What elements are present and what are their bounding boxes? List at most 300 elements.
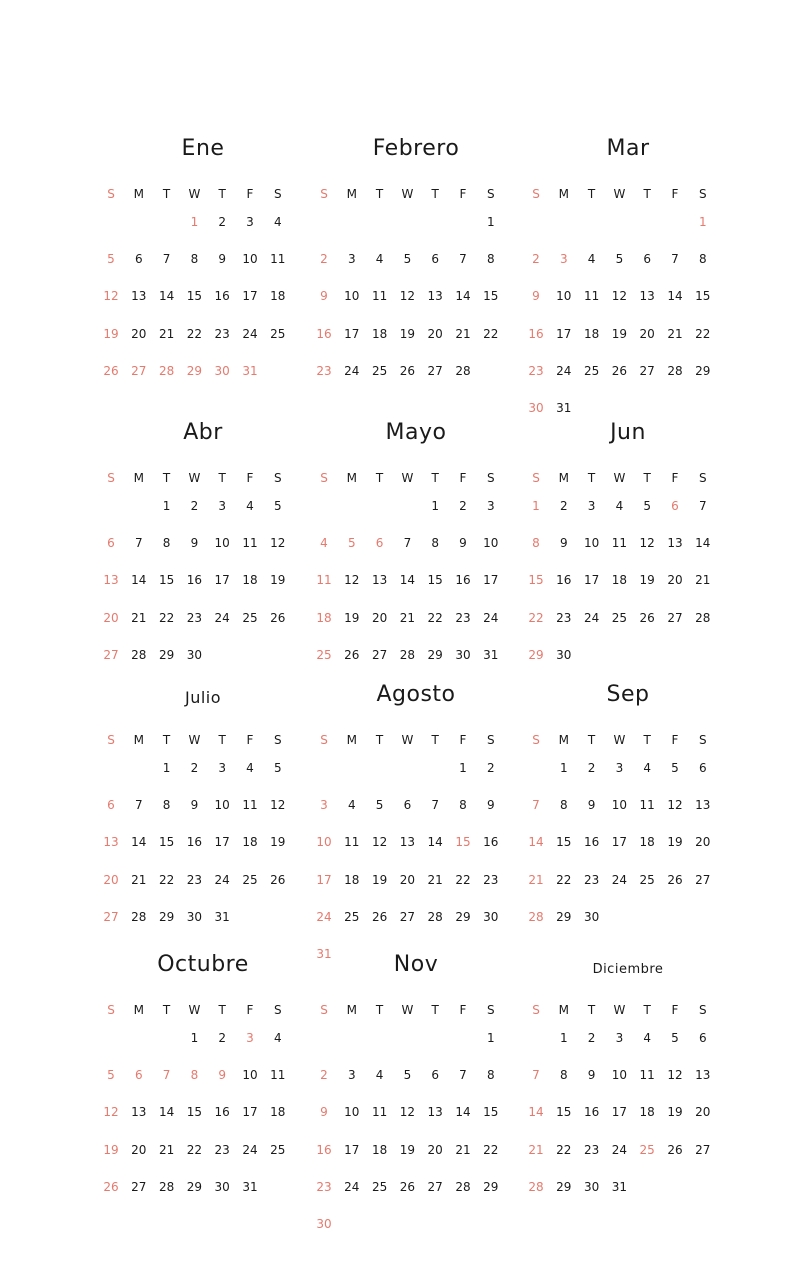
calendar-day: 9 xyxy=(587,1068,596,1083)
calendar-day: 15 xyxy=(695,289,711,304)
calendar-day: 19 xyxy=(399,1142,416,1157)
weekday-label: W xyxy=(613,187,626,201)
weekday-label: M xyxy=(346,733,357,747)
calendar-day: 31 xyxy=(611,1179,628,1194)
calendar-day: 24 xyxy=(214,872,230,887)
weekday-label: T xyxy=(162,187,171,201)
weekday-label: S xyxy=(107,187,115,201)
calendar-day: 30 xyxy=(214,363,230,378)
month-title: Sep xyxy=(606,682,650,707)
calendar-day: 17 xyxy=(583,573,600,588)
calendar-day: 11 xyxy=(270,1068,286,1083)
calendar-day: 13 xyxy=(667,536,683,551)
weekday-label: S xyxy=(273,471,282,485)
calendar-day: 18 xyxy=(583,326,600,341)
calendar-day: 26 xyxy=(667,1142,683,1157)
calendar-day: 23 xyxy=(528,363,544,378)
calendar-day: 10 xyxy=(556,289,572,304)
calendar-day: 2 xyxy=(587,761,596,775)
calendar-day: 6 xyxy=(403,798,412,813)
calendar-day: 15 xyxy=(483,1105,499,1120)
calendar-day: 16 xyxy=(186,835,203,850)
weekday-label: F xyxy=(246,187,254,201)
calendar-day: 9 xyxy=(190,798,199,813)
calendar-day: 16 xyxy=(583,835,600,850)
calendar-day: 27 xyxy=(131,1179,147,1194)
calendar-day: 3 xyxy=(218,761,226,775)
calendar-day: 10 xyxy=(214,798,230,813)
calendar-day: 4 xyxy=(246,761,254,775)
calendar-day: 13 xyxy=(427,289,443,304)
weekday-label: M xyxy=(133,187,144,201)
calendar-day: 4 xyxy=(587,252,596,267)
calendar-day: 7 xyxy=(134,798,143,813)
weekday-label: W xyxy=(188,1003,201,1017)
calendar-day: 22 xyxy=(556,872,572,887)
calendar-day: 19 xyxy=(270,573,286,588)
weekday-label: S xyxy=(273,187,282,201)
calendar-day: 5 xyxy=(671,1031,679,1045)
weekday-label: S xyxy=(486,1003,495,1017)
calendar-day: 29 xyxy=(158,647,175,662)
weekday-label: S xyxy=(273,1003,282,1017)
calendar-day: 9 xyxy=(218,252,226,267)
calendar-day: 15 xyxy=(158,835,175,850)
calendar-day: 16 xyxy=(186,573,203,588)
calendar-day: 6 xyxy=(671,499,679,513)
calendar-day: 28 xyxy=(455,363,471,378)
calendar-day: 6 xyxy=(375,536,384,551)
calendar-day: 18 xyxy=(316,610,332,625)
calendar-day: 3 xyxy=(246,215,254,229)
weekday-label: T xyxy=(375,1003,384,1017)
calendar-day: 1 xyxy=(559,761,568,775)
calendar-day: 29 xyxy=(186,1179,203,1194)
weekday-label: T xyxy=(375,733,384,747)
calendar-day: 27 xyxy=(399,909,416,924)
calendar-day: 3 xyxy=(486,499,495,513)
weekday-label: S xyxy=(698,187,707,201)
calendar-day: 13 xyxy=(399,835,416,850)
calendar-day: 17 xyxy=(483,573,499,588)
weekday-label: M xyxy=(133,471,144,485)
weekday-label: S xyxy=(107,733,115,747)
calendar-day: 19 xyxy=(399,326,416,341)
weekday-label: W xyxy=(613,471,626,485)
calendar-day: 6 xyxy=(134,252,143,267)
calendar-day: 12 xyxy=(103,289,119,304)
calendar-day: 2 xyxy=(190,761,199,775)
weekday-label: F xyxy=(671,1003,679,1017)
calendar-day: 15 xyxy=(158,573,175,588)
calendar-day: 18 xyxy=(270,289,286,304)
calendar-day: 2 xyxy=(320,1068,328,1083)
calendar-day: 5 xyxy=(671,761,679,775)
calendar-day: 15 xyxy=(528,573,544,588)
weekday-label: T xyxy=(643,1003,651,1017)
calendar-day: 25 xyxy=(583,363,600,378)
weekday-label: T xyxy=(643,187,651,201)
calendar-day: 16 xyxy=(455,573,471,588)
weekday-label: T xyxy=(643,471,651,485)
calendar-day: 24 xyxy=(214,610,230,625)
weekday-label: S xyxy=(107,1003,115,1017)
weekday-label: T xyxy=(162,733,171,747)
calendar-day: 5 xyxy=(107,1068,115,1083)
calendar-day: 21 xyxy=(695,573,711,588)
calendar-day: 12 xyxy=(344,573,360,588)
calendar-day: 7 xyxy=(532,1068,540,1083)
calendar-day: 7 xyxy=(698,499,707,513)
calendar-day: 3 xyxy=(587,499,596,513)
calendar-day: 26 xyxy=(103,1179,119,1194)
calendar-day: 16 xyxy=(556,573,572,588)
calendar-day: 31 xyxy=(483,647,499,662)
calendar-day: 25 xyxy=(639,1142,655,1157)
calendar-day: 15 xyxy=(186,1105,203,1120)
calendar-day: 3 xyxy=(320,798,328,813)
calendar-day: 10 xyxy=(316,835,332,850)
calendar-day: 25 xyxy=(270,326,286,341)
calendar-day: 22 xyxy=(186,1142,203,1157)
weekday-label: S xyxy=(320,733,328,747)
calendar-day: 18 xyxy=(371,1142,388,1157)
calendar-day: 20 xyxy=(427,1142,443,1157)
calendar-day: 26 xyxy=(103,363,119,378)
calendar-day: 17 xyxy=(611,835,628,850)
calendar-day: 18 xyxy=(611,573,628,588)
calendar-day: 6 xyxy=(107,798,115,813)
calendar-day: 24 xyxy=(556,363,572,378)
calendar-day: 6 xyxy=(643,252,651,267)
weekday-label: T xyxy=(587,1003,596,1017)
calendar-day: 24 xyxy=(242,326,258,341)
calendar-day: 14 xyxy=(667,289,683,304)
calendar-day: 18 xyxy=(242,835,258,850)
calendar-day: 4 xyxy=(643,1031,651,1045)
calendar-day: 28 xyxy=(667,363,683,378)
calendar-day: 7 xyxy=(162,1068,171,1083)
weekday-label: S xyxy=(107,471,115,485)
calendar-day: 13 xyxy=(103,835,119,850)
calendar-day: 5 xyxy=(107,252,115,267)
weekday-label: M xyxy=(558,1003,569,1017)
month-title: Mayo xyxy=(385,420,447,445)
calendar-day: 22 xyxy=(158,872,175,887)
calendar-day: 20 xyxy=(371,610,388,625)
calendar-day: 20 xyxy=(103,610,119,625)
calendar-day: 24 xyxy=(316,909,332,924)
calendar-day: 14 xyxy=(455,289,471,304)
calendar-day: 12 xyxy=(371,835,388,850)
calendar-day: 3 xyxy=(347,252,356,267)
calendar-day: 1 xyxy=(162,761,171,775)
calendar-day: 15 xyxy=(556,1105,572,1120)
weekday-label: S xyxy=(320,1003,328,1017)
calendar-day: 17 xyxy=(556,326,572,341)
calendar-day: 8 xyxy=(190,252,199,267)
weekday-label: T xyxy=(218,471,226,485)
calendar-day: 7 xyxy=(134,536,143,551)
calendar-day: 4 xyxy=(273,1031,282,1045)
calendar-day: 14 xyxy=(695,536,711,551)
calendar-day: 20 xyxy=(399,872,416,887)
calendar-day: 3 xyxy=(246,1031,254,1045)
calendar-day: 27 xyxy=(667,610,683,625)
calendar-day: 14 xyxy=(528,1105,544,1120)
calendar-day: 12 xyxy=(399,1105,416,1120)
calendar-day: 13 xyxy=(639,289,655,304)
weekday-label: M xyxy=(558,471,569,485)
weekday-label: T xyxy=(375,471,384,485)
calendar-day: 22 xyxy=(186,326,203,341)
calendar-day: 28 xyxy=(528,909,544,924)
calendar-day: 21 xyxy=(528,872,544,887)
calendar-day: 16 xyxy=(316,1142,332,1157)
calendar-day: 11 xyxy=(316,573,332,588)
weekday-label: T xyxy=(587,471,596,485)
calendar-day: 26 xyxy=(399,363,416,378)
weekday-label: S xyxy=(486,471,495,485)
calendar-day: 14 xyxy=(455,1105,471,1120)
weekday-label: T xyxy=(643,733,651,747)
calendar-day: 21 xyxy=(131,872,147,887)
calendar-day: 24 xyxy=(242,1142,258,1157)
calendar-day: 21 xyxy=(131,610,147,625)
calendar-day: 24 xyxy=(483,610,499,625)
calendar-day: 24 xyxy=(611,872,628,887)
calendar-day: 13 xyxy=(131,1105,147,1120)
calendar-day: 16 xyxy=(528,326,544,341)
calendar-day: 25 xyxy=(242,610,258,625)
weekday-label: W xyxy=(401,1003,414,1017)
calendar-day: 21 xyxy=(427,872,443,887)
calendar-day: 20 xyxy=(131,326,147,341)
calendar-day: 10 xyxy=(583,536,600,551)
calendar-day: 29 xyxy=(427,647,443,662)
calendar-day: 13 xyxy=(695,1068,711,1083)
calendar-day: 1 xyxy=(459,761,467,775)
calendar-day: 2 xyxy=(559,499,568,513)
calendar-day: 10 xyxy=(242,252,258,267)
calendar-day: 11 xyxy=(242,536,258,551)
calendar-day: 21 xyxy=(667,326,683,341)
calendar-day: 19 xyxy=(667,835,683,850)
calendar-day: 15 xyxy=(483,289,499,304)
calendar-day: 20 xyxy=(695,1105,711,1120)
calendar-day: 26 xyxy=(399,1179,416,1194)
calendar-day: 26 xyxy=(639,610,655,625)
calendar-day: 22 xyxy=(528,610,544,625)
calendar-day: 24 xyxy=(344,1179,360,1194)
calendar-day: 10 xyxy=(344,1105,360,1120)
calendar-day: 4 xyxy=(246,499,254,513)
calendar-day: 30 xyxy=(528,401,544,415)
calendar-day: 17 xyxy=(611,1105,628,1120)
calendar-day: 19 xyxy=(344,610,360,625)
calendar-day: 12 xyxy=(399,289,416,304)
calendar-day: 28 xyxy=(158,363,175,378)
calendar-day: 17 xyxy=(242,1105,258,1120)
calendar-day: 9 xyxy=(532,289,540,304)
calendar-day: 23 xyxy=(316,363,332,378)
calendar-day: 21 xyxy=(158,326,175,341)
calendar-day: 25 xyxy=(316,647,332,662)
calendar-day: 1 xyxy=(190,1031,199,1045)
weekday-label: T xyxy=(431,733,439,747)
calendar-day: 13 xyxy=(427,1105,443,1120)
weekday-label: T xyxy=(431,187,439,201)
calendar-day: 28 xyxy=(427,909,443,924)
weekday-label: W xyxy=(401,733,414,747)
calendar-day: 29 xyxy=(556,909,572,924)
calendar-day: 12 xyxy=(270,798,286,813)
weekday-label: T xyxy=(162,1003,171,1017)
calendar-day: 25 xyxy=(270,1142,286,1157)
calendar-day: 20 xyxy=(103,872,119,887)
calendar-day: 11 xyxy=(371,289,388,304)
weekday-label: S xyxy=(532,733,540,747)
calendar-day: 15 xyxy=(186,289,203,304)
calendar-day: 2 xyxy=(532,252,540,267)
calendar-day: 31 xyxy=(242,1179,258,1194)
calendar-day: 30 xyxy=(186,647,203,662)
calendar-day: 5 xyxy=(403,1068,412,1083)
calendar-day: 8 xyxy=(486,252,495,267)
calendar-day: 1 xyxy=(162,499,171,513)
calendar-day: 28 xyxy=(528,1179,544,1194)
calendar-day: 28 xyxy=(695,610,711,625)
calendar-day: 16 xyxy=(483,835,499,850)
calendar-day: 10 xyxy=(483,536,499,551)
calendar-day: 8 xyxy=(559,1068,568,1083)
weekday-label: T xyxy=(431,1003,439,1017)
calendar-day: 23 xyxy=(483,872,499,887)
calendar-day: 31 xyxy=(242,363,258,378)
calendar-day: 19 xyxy=(270,835,286,850)
calendar-day: 17 xyxy=(344,326,360,341)
calendar-day: 14 xyxy=(131,573,147,588)
calendar-day: 5 xyxy=(615,252,624,267)
calendar-day: 30 xyxy=(483,909,499,924)
calendar-day: 27 xyxy=(639,363,655,378)
weekday-label: T xyxy=(431,471,439,485)
calendar-day: 31 xyxy=(556,401,572,415)
weekday-label: F xyxy=(671,471,679,485)
weekday-label: W xyxy=(188,187,201,201)
calendar-day: 4 xyxy=(643,761,651,775)
calendar-day: 19 xyxy=(103,1142,119,1157)
calendar-day: 9 xyxy=(218,1068,226,1083)
calendar-day: 9 xyxy=(459,536,467,551)
calendar-day: 6 xyxy=(134,1068,143,1083)
calendar-day: 25 xyxy=(639,872,655,887)
month-title: Diciembre xyxy=(592,962,664,977)
calendar-day: 4 xyxy=(320,536,328,551)
calendar-day: 16 xyxy=(316,326,332,341)
weekday-label: F xyxy=(459,1003,467,1017)
calendar-day: 23 xyxy=(316,1179,332,1194)
weekday-label: S xyxy=(698,733,707,747)
calendar-day: 23 xyxy=(186,610,203,625)
calendar-day: 29 xyxy=(455,909,471,924)
month-title: Abr xyxy=(183,420,223,445)
month-title: Febrero xyxy=(372,136,460,161)
calendar-day: 9 xyxy=(486,798,495,813)
weekday-label: F xyxy=(246,1003,254,1017)
calendar-day: 18 xyxy=(270,1105,286,1120)
calendar-day: 25 xyxy=(371,363,388,378)
weekday-label: T xyxy=(218,1003,226,1017)
calendar-day: 27 xyxy=(695,1142,711,1157)
calendar-day: 8 xyxy=(698,252,707,267)
calendar-day: 25 xyxy=(371,1179,388,1194)
weekday-label: M xyxy=(346,1003,357,1017)
weekday-label: M xyxy=(346,471,357,485)
calendar-day: 2 xyxy=(587,1031,596,1045)
calendar-day: 4 xyxy=(615,499,624,513)
calendar-day: 8 xyxy=(459,798,467,813)
calendar-day: 13 xyxy=(103,573,119,588)
calendar-day: 10 xyxy=(611,798,628,813)
calendar-day: 15 xyxy=(455,835,471,850)
calendar-day: 13 xyxy=(695,798,711,813)
calendar-day: 2 xyxy=(218,215,226,229)
weekday-label: T xyxy=(587,733,596,747)
calendar-day: 9 xyxy=(587,798,596,813)
calendar-day: 19 xyxy=(639,573,655,588)
calendar-day: 17 xyxy=(214,573,230,588)
calendar-day: 4 xyxy=(375,1068,384,1083)
month-title: Octubre xyxy=(157,952,249,977)
weekday-label: S xyxy=(273,733,282,747)
calendar-day: 21 xyxy=(455,326,471,341)
calendar-day: 12 xyxy=(103,1105,119,1120)
weekday-label: W xyxy=(188,733,201,747)
calendar-day: 8 xyxy=(559,798,568,813)
calendar-day: 27 xyxy=(103,909,119,924)
calendar-day: 27 xyxy=(131,363,147,378)
calendar-day: 8 xyxy=(162,798,171,813)
calendar-day: 13 xyxy=(131,289,147,304)
calendar-day: 16 xyxy=(583,1105,600,1120)
calendar-day: 11 xyxy=(371,1105,388,1120)
calendar-day: 29 xyxy=(186,363,203,378)
calendar-day: 5 xyxy=(273,761,282,775)
calendar-day: 21 xyxy=(399,610,416,625)
weekday-label: S xyxy=(320,187,328,201)
weekday-label: S xyxy=(320,471,328,485)
calendar-day: 28 xyxy=(131,647,147,662)
weekday-label: S xyxy=(698,1003,707,1017)
calendar-day: 28 xyxy=(131,909,147,924)
calendar-day: 19 xyxy=(103,326,119,341)
weekday-label: S xyxy=(486,733,495,747)
calendar-day: 17 xyxy=(316,872,332,887)
calendar-day: 17 xyxy=(344,1142,360,1157)
calendar-day: 22 xyxy=(158,610,175,625)
calendar-day: 26 xyxy=(667,872,683,887)
calendar-day: 29 xyxy=(158,909,175,924)
calendar-day: 23 xyxy=(583,1142,600,1157)
weekday-label: T xyxy=(218,187,226,201)
calendar-day: 27 xyxy=(427,1179,443,1194)
calendar-day: 11 xyxy=(344,835,360,850)
calendar-day: 6 xyxy=(431,1068,439,1083)
calendar-day: 11 xyxy=(242,798,258,813)
calendar-day: 8 xyxy=(532,536,540,551)
calendar-day: 23 xyxy=(455,610,471,625)
